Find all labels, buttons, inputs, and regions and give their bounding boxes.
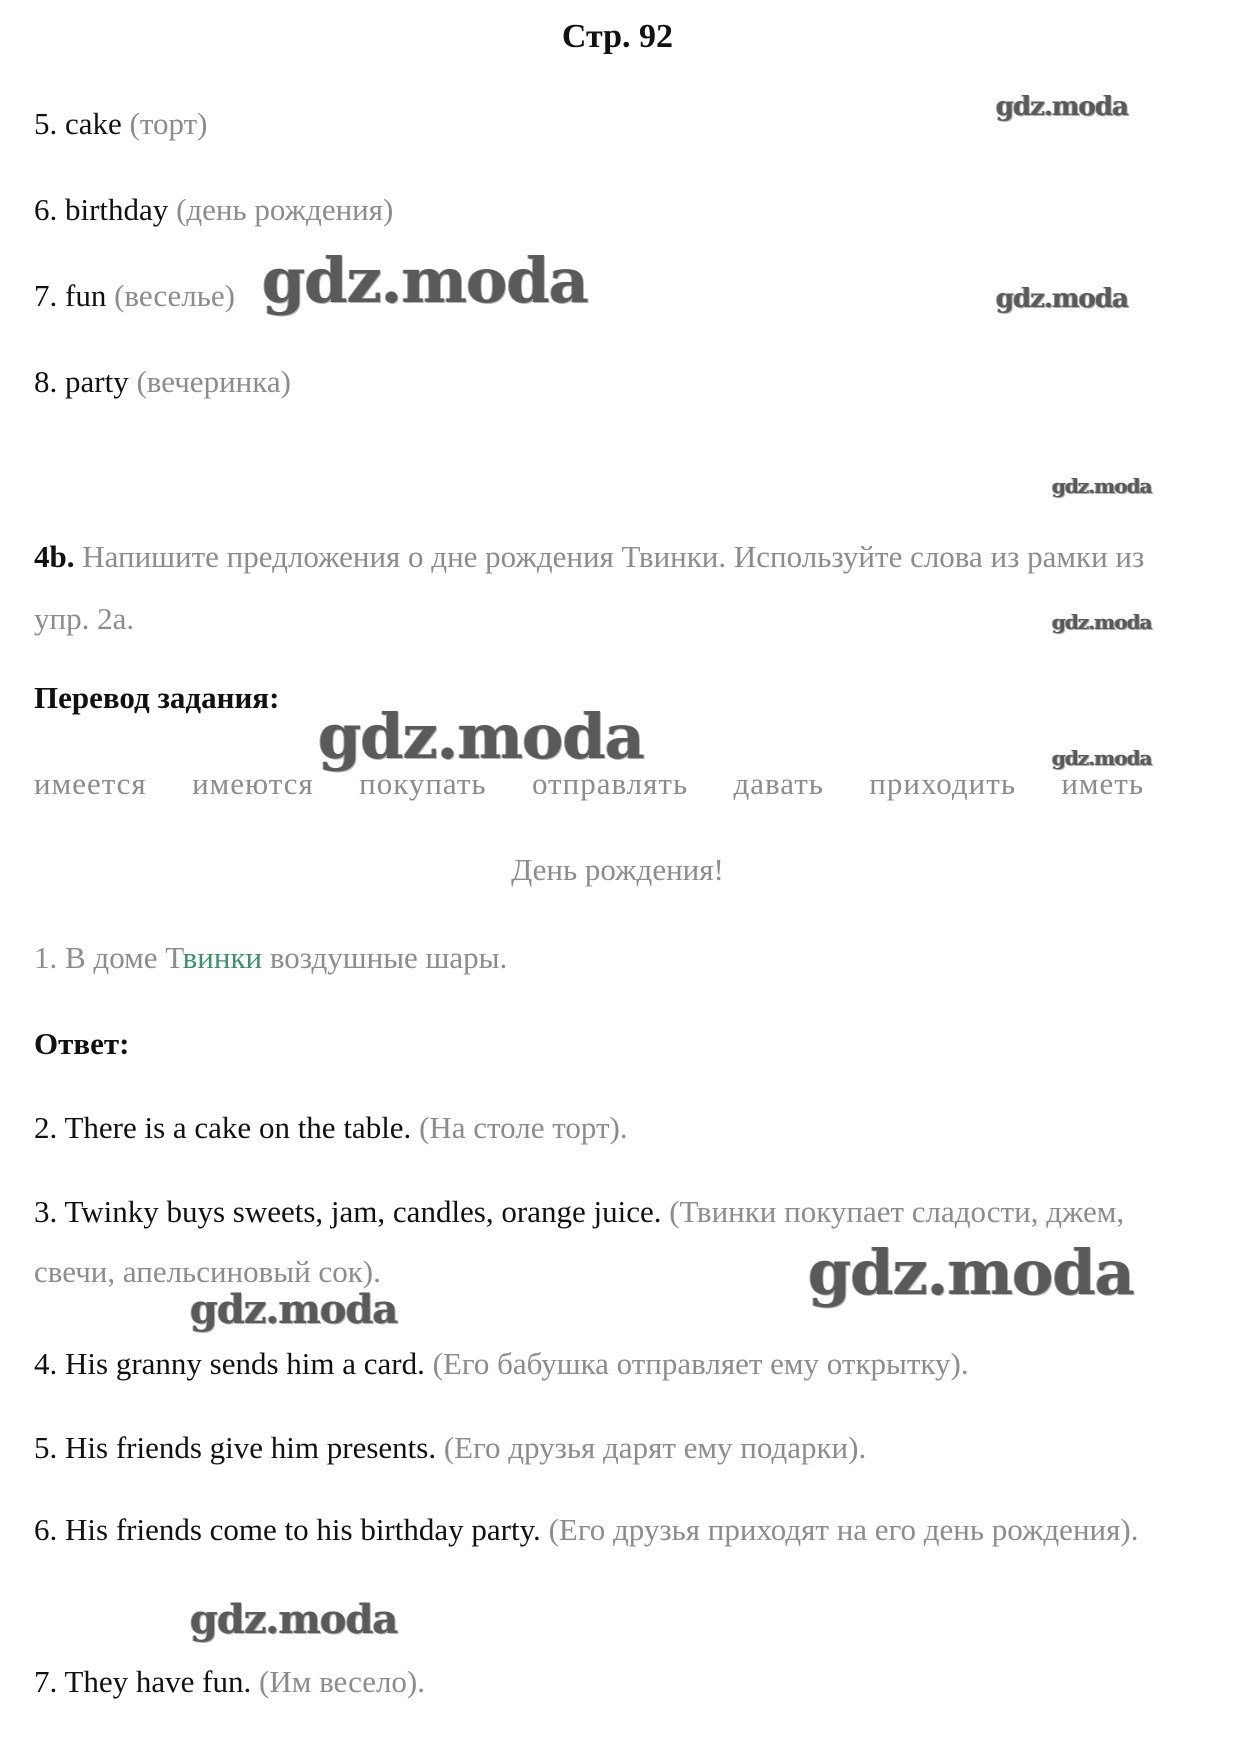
watermark: gdz.moda <box>808 1236 1134 1309</box>
task-number: 4b. <box>34 539 75 574</box>
watermark: gdz.moda <box>262 244 588 317</box>
watermark: gdz.moda <box>1052 746 1152 770</box>
example-text <box>65 940 507 975</box>
example-num: 1. <box>34 940 58 975</box>
word-box-item: давать <box>733 766 824 801</box>
vocab-word: fun <box>65 278 107 313</box>
word-box-item: покупать <box>359 766 487 801</box>
answer-ru: (Его друзья дарят ему подарки). <box>443 1430 867 1465</box>
answer-item-4 <box>34 1346 969 1382</box>
answer-ru: (Его друзья приходят на его день рождения). <box>548 1512 1139 1547</box>
example-text-highlight: винки <box>182 940 263 975</box>
vocab-num: 5. <box>34 106 58 141</box>
answer-en: His friends give him presents. <box>65 1430 437 1465</box>
answer-num: 3. <box>34 1194 58 1229</box>
word-box-item: имеется <box>34 766 147 801</box>
translation-heading: Перевод задания: <box>34 680 280 715</box>
vocab-item-6 <box>34 192 393 228</box>
word-box-item: приходить <box>869 766 1016 801</box>
word-box-item: отправлять <box>531 766 689 801</box>
answer-item-6 <box>34 1500 1194 1560</box>
watermark: gdz.moda <box>1052 610 1152 634</box>
answer-en: His friends come to his birthday party. <box>65 1512 541 1547</box>
vocab-item-7 <box>34 278 235 314</box>
example-text-end: воздушные шары. <box>262 940 508 975</box>
task-text: Напишите предложения о дне рождения Твинки. Используйте слова из рамки из упр. 2а. <box>34 539 1145 636</box>
answer-num: 7. <box>34 1664 58 1699</box>
answer-ru: (Твинки покупает сладости, джем, свечи, апельсиновый сок). <box>34 1194 1125 1289</box>
vocab-translation: (вечеринка) <box>136 364 291 399</box>
vocab-num: 8. <box>34 364 58 399</box>
answer-en: Twinky buys sweets, jam, candles, orange juice. <box>64 1194 662 1229</box>
watermark: gdz.moda <box>318 700 644 773</box>
word-box-item: иметь <box>1061 766 1144 801</box>
watermark: gdz.moda <box>996 92 1129 122</box>
watermark: gdz.moda <box>190 1286 398 1333</box>
vocab-num: 7. <box>34 278 58 313</box>
answer-en: His granny sends him a card. <box>65 1346 425 1381</box>
answer-ru: (На столе торт). <box>419 1110 628 1145</box>
vocab-translation: (веселье) <box>114 278 235 313</box>
answer-item-5 <box>34 1430 866 1466</box>
answer-ru: (Им весело). <box>259 1664 426 1699</box>
answer-num: 5. <box>34 1430 58 1465</box>
task-instruction <box>34 526 1164 650</box>
answer-ru: (Его бабушка отправляет ему открытку). <box>432 1346 969 1381</box>
vocab-item-8 <box>34 364 291 400</box>
vocab-word: party <box>65 364 129 399</box>
answer-en: They have fun. <box>64 1664 252 1699</box>
answer-en: There is a cake on the table. <box>64 1110 412 1145</box>
vocab-translation: (торт) <box>129 106 208 141</box>
watermark: gdz.moda <box>996 284 1129 314</box>
answer-num: 2. <box>34 1110 58 1145</box>
vocab-word: birthday <box>65 192 169 227</box>
watermark: gdz.moda <box>190 1596 398 1643</box>
vocab-num: 6. <box>34 192 58 227</box>
vocab-item-5 <box>34 106 207 142</box>
answer-item-2 <box>34 1110 628 1146</box>
answer-num: 4. <box>34 1346 58 1381</box>
answer-num: 6. <box>34 1512 58 1547</box>
word-box-item: имеются <box>192 766 314 801</box>
watermark: gdz.moda <box>1052 474 1152 498</box>
vocab-translation: (день рождения) <box>176 192 394 227</box>
answer-item-7 <box>34 1664 425 1700</box>
subtitle: День рождения! <box>511 852 724 887</box>
example-text-start: В доме Т <box>65 940 183 975</box>
vocab-word: cake <box>65 106 122 141</box>
example-sentence <box>34 940 507 976</box>
page-title: Стр. 92 <box>561 18 674 55</box>
answer-heading: Ответ: <box>34 1026 130 1061</box>
